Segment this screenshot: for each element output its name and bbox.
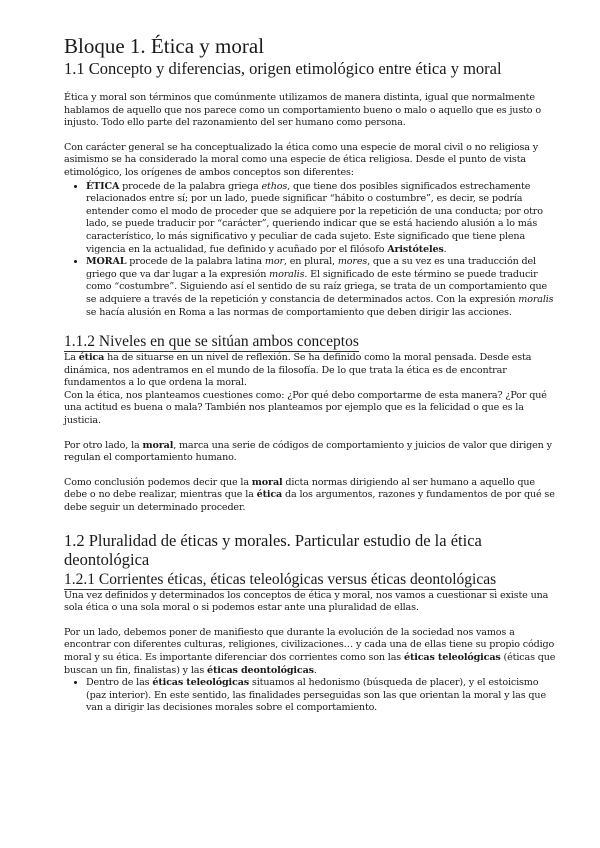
page-title: Bloque 1. Ética y moral xyxy=(64,34,265,58)
paragraph: Como conclusión podemos decir que la moral dicta normas dirigiendo al ser humano a aquello que debe o no debe realizar, mientras que la ética da los argumentos, razones y fundamentos de por qué se debe seguir un determinado proceder. xyxy=(64,476,555,514)
bullet-list xyxy=(64,181,560,320)
paragraph: Con carácter general se ha conceptualizado la ética como una especie de moral civil o no religiosa y asimismo se ha considerado la moral como una especie de ética religiosa. Desde el punto de vista etimológico, los orígenes de ambos conceptos son diferentes: xyxy=(64,141,539,178)
list-item: • Dentro de las éticas teleológicas situamos al hedonismo (búsqueda de placer), y el estoicismo (paz interior). En este sentido, las finalidades perseguidas son las que orientan la moral y las que van a dirigir las decisiones morales sobre el comportamiento. xyxy=(86,677,560,715)
section-1-2-heading: 1.2 Pluralidad de éticas y morales. Particular estudio de la ética deontológica xyxy=(64,530,482,569)
bullet-list xyxy=(64,677,560,715)
list-item: • ÉTICA procede de la palabra griega ethos, que tiene dos posibles significados estrechamente relacionados entre sí; por un lado, puede significar “hábito o costumbre”, es decir, se podría entender como el modo de proceder que se adquiere por la repetición de una conducta; por otro lado, se puede traducir por “carácter”, queriendo indicar que se está haciendo alusión a lo más característico, lo más significativo y peculiar de cada sujeto. Este significado que tiene plena vigencia en la actualidad, fue definido y acuñado por el filósofo Aristóteles. xyxy=(86,181,560,257)
paragraph: Ética y moral son términos que comúnmente utilizamos de manera distinta, igual que normalmente hablamos de aquello que nos parece como un comportamiento bueno o malo o aquello que es justo o injusto. Todo ello parte del razonamiento del ser humano como persona. xyxy=(64,92,541,129)
section-1-1-heading: 1.1 Concepto y diferencias, origen etimológico entre ética y moral xyxy=(64,59,502,78)
section-1-2-1-heading: 1.2.1 Corrientes éticas, éticas teleológicas versus éticas deontológicas xyxy=(64,570,497,588)
section-1-1-2-heading: 1.1.2 Niveles en que se sitúan ambos conceptos xyxy=(64,333,359,351)
paragraph: Una vez definidos y determinados los conceptos de ética y moral, nos vamos a cuestionar si existe una sola ética o una sola moral o si podemos estar ante una pluralidad de ellas. xyxy=(64,589,549,614)
list-item: • MORAL procede de la palabra latina mor, en plural, mores, que a su vez es una traducción del griego que va dar lugar a la expresión moralis. El significado de este término se puede traducir como “costumbre”. Siguiendo así el sentido de su raíz griega, se trata de un comportamiento que se adquiere a través de la repetición y constancia de determinados actos. Con la expresión moralis se hacía alusión en Roma a las normas de comportamiento que deben dirigir las acciones. xyxy=(86,256,560,319)
paragraph: La ética ha de situarse en un nivel de reflexión. Se ha definido como la moral pensada. Desde esta dinámica, nos adentramos en el mundo de la filosofía. De lo que trata la ética es de encontrar fundamentos a lo que ordena la moral. xyxy=(64,352,532,389)
paragraph: Por otro lado, la moral, marca una serie de códigos de comportamiento y juicios de valor que dirigen y regulan el comportamiento humano. xyxy=(64,439,552,464)
paragraph: Con la ética, nos planteamos cuestiones como: ¿Por qué debo comportarme de esta manera? ¿Por qué una actitud es buena o mala? También nos planteamos por ejemplo que es la felicidad o que es la justicia. xyxy=(64,389,547,427)
paragraph: Por un lado, debemos poner de manifiesto que durante la evolución de la sociedad nos vamos a encontrar con diferentes culturas, religiones, civilizaciones… y cada una de ellas tiene su propio código moral y su ética. Es importante diferenciar dos corrientes como son las éticas teleológicas (éticas que buscan un fin, finalistas) y las éticas deontológicas. xyxy=(64,626,556,676)
